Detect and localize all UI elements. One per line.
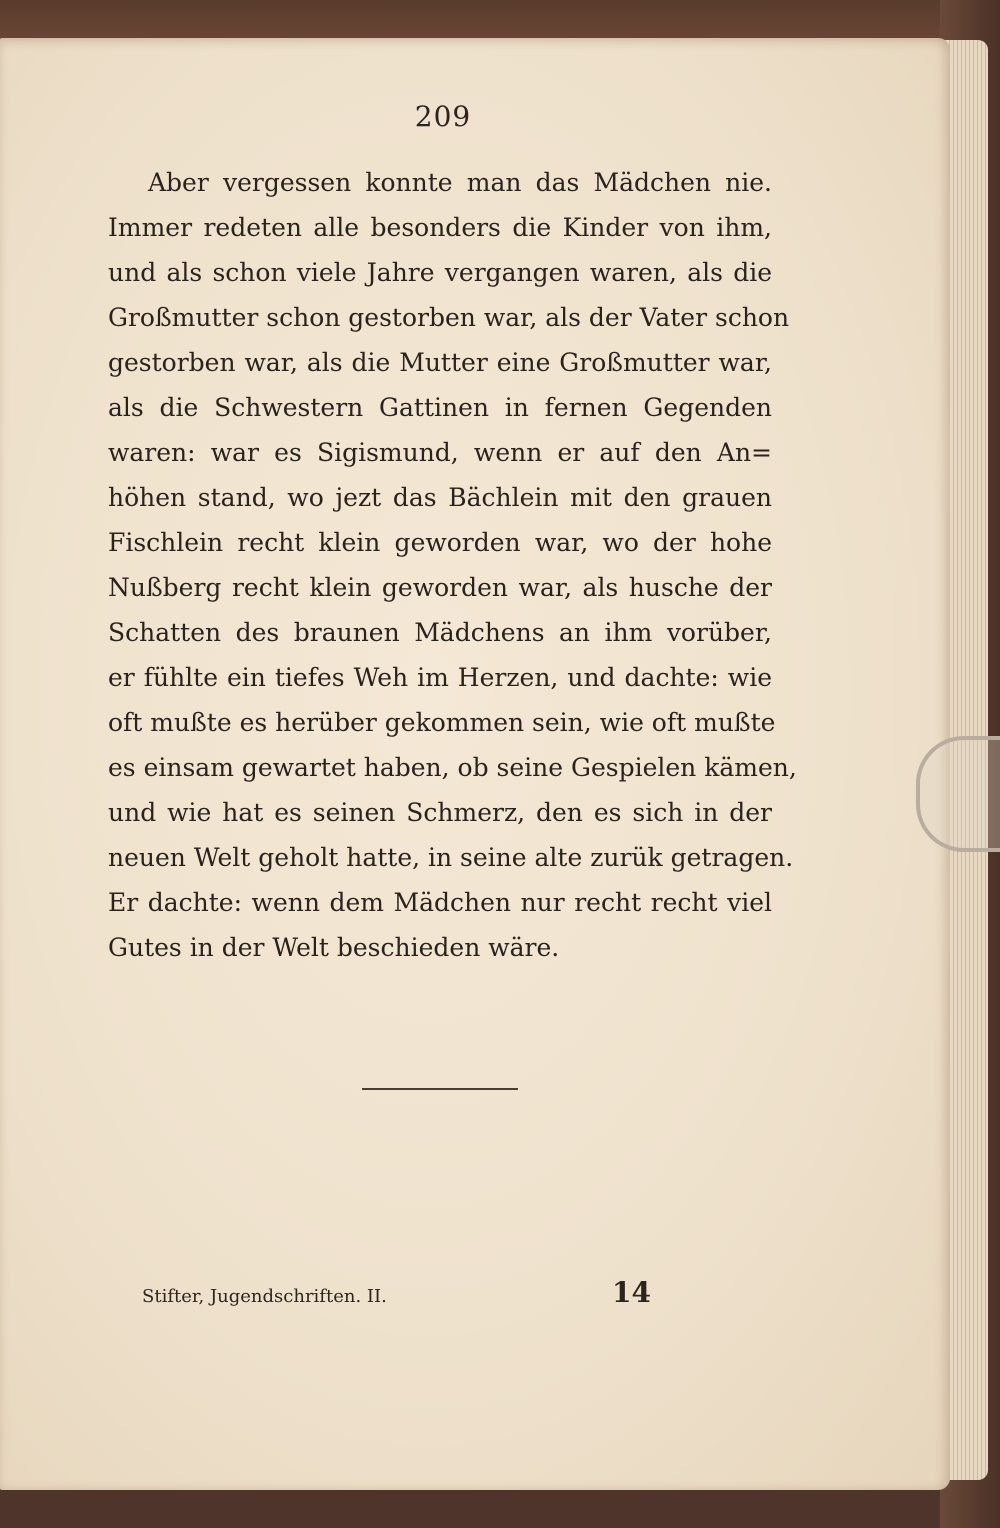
text-line: höhen stand, wo jezt das Bächlein mit den grauen bbox=[108, 483, 772, 512]
text-line: Fischlein recht klein geworden war, wo der hohe bbox=[108, 528, 772, 557]
page-number: 209 bbox=[414, 100, 472, 133]
text-line: Nußberg recht klein geworden war, als husche der bbox=[108, 573, 772, 602]
text-line: und wie hat es seinen Schmerz, den es sich in der bbox=[108, 798, 772, 827]
text-line: Großmutter schon gestorben war, als der Vater schon bbox=[108, 303, 790, 332]
text-line: waren: war es Sigismund, wenn er auf den An= bbox=[108, 438, 772, 467]
page-clip bbox=[916, 736, 1000, 852]
section-divider bbox=[362, 1088, 518, 1090]
text-line: Immer redeten alle besonders die Kinder von ihm, bbox=[108, 213, 772, 242]
text-line: und als schon viele Jahre vergangen waren, als die bbox=[108, 258, 772, 287]
text-line: Er dachte: wenn dem Mädchen nur recht recht viel bbox=[108, 888, 772, 917]
text-line: er fühlte ein tiefes Weh im Herzen, und dachte: wie bbox=[108, 663, 772, 692]
footer-signature: 14 bbox=[612, 1276, 651, 1309]
text-line: oft mußte es herüber gekommen sein, wie oft mußte bbox=[108, 708, 776, 737]
text-line: es einsam gewartet haben, ob seine Gespielen kämen, bbox=[108, 753, 797, 782]
body-text bbox=[108, 160, 797, 970]
footer-source: Stifter, Jugendschriften. II. bbox=[142, 1286, 387, 1307]
text-line: Aber vergessen konnte man das Mädchen nie. bbox=[148, 168, 772, 197]
text-line: gestorben war, als die Mutter eine Großmutter war, bbox=[108, 348, 772, 377]
text-line: neuen Welt geholt hatte, in seine alte zurük getragen. bbox=[108, 843, 794, 872]
text-line: Schatten des braunen Mädchens an ihm vorüber, bbox=[108, 618, 772, 647]
text-line: Gutes in der Welt beschieden wäre. bbox=[108, 933, 560, 962]
text-line: als die Schwestern Gattinen in fernen Gegenden bbox=[108, 393, 772, 422]
